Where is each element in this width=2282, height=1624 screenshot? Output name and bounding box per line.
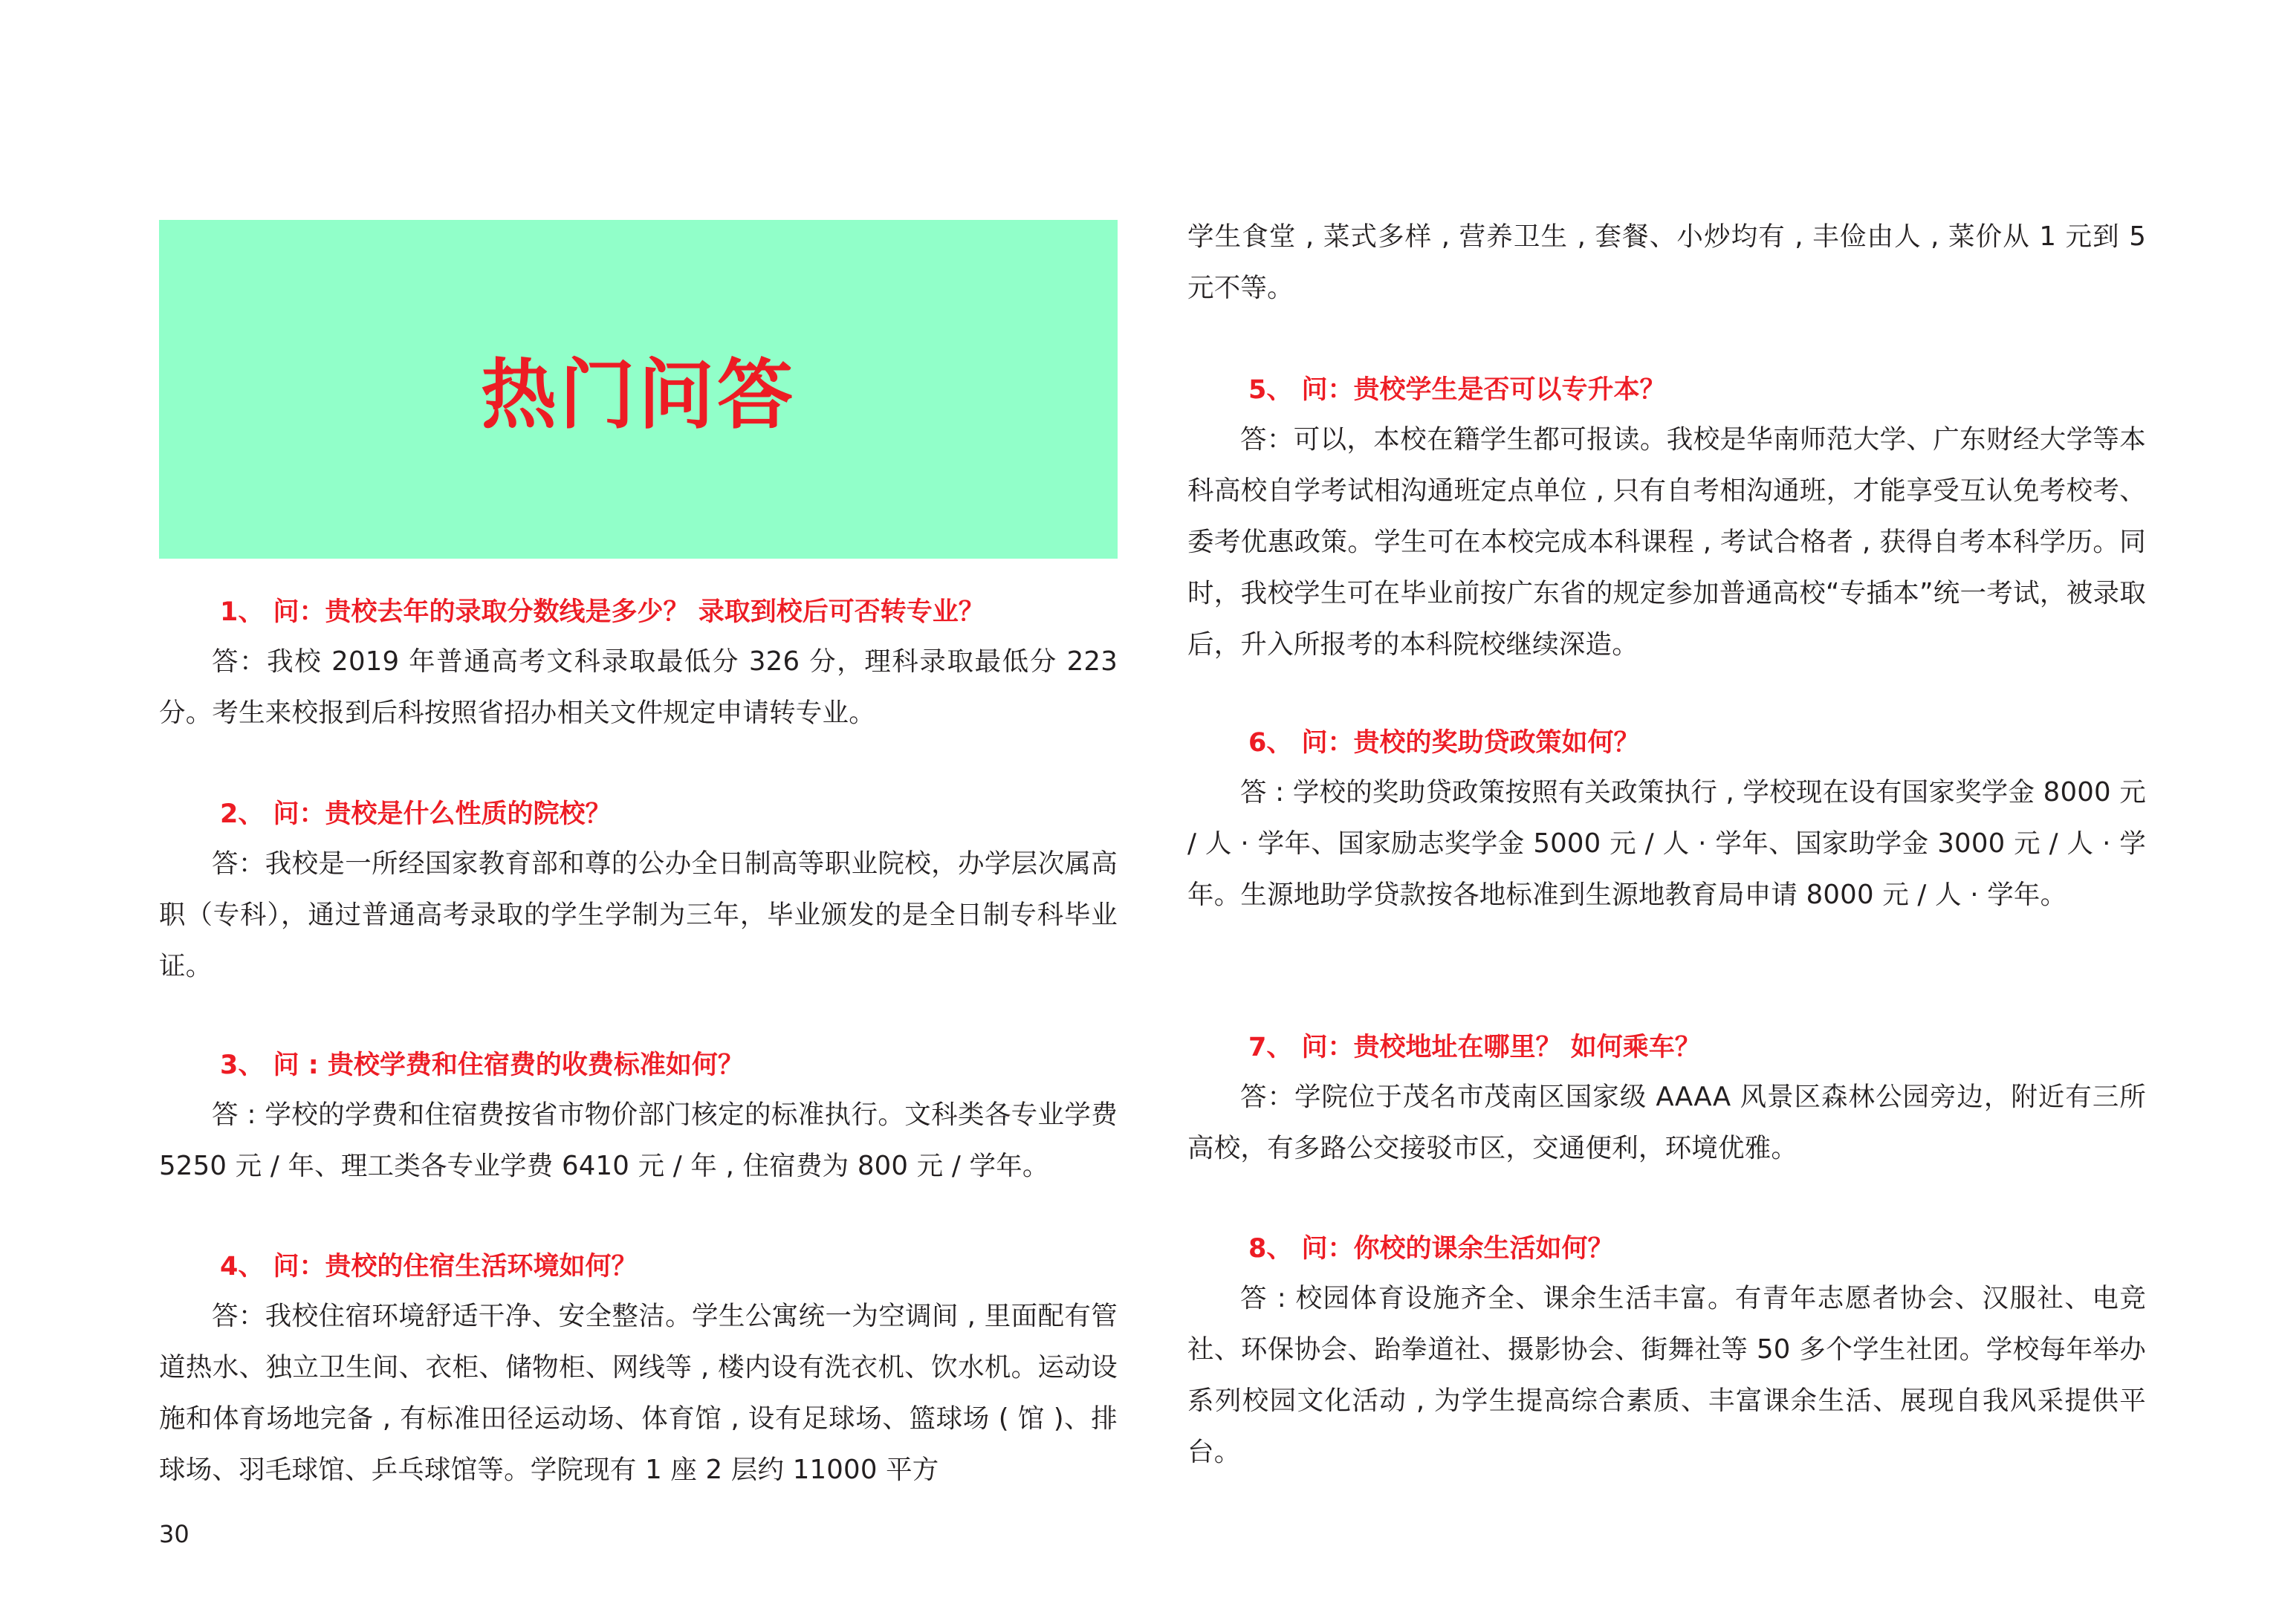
- answer-4-continued: 学生食堂 , 菜式多样 , 营养卫生 , 套餐、小炒均有 , 丰俭由人 , 菜价从 1 元到 5 元不等。: [1187, 221, 2146, 303]
- qa-item-5: [1187, 366, 2146, 670]
- answer-4: 答：我校住宿环境舒适干净、安全整洁。学生公寓统一为空调间 , 里面配有管道热水、独立卫生间、衣柜、储物柜、网线等 , 楼内设有洗衣机、饮水机。运动设施和体育场地完备 , 有标准田径运动场、体育馆 , 设有足球场、篮球场 ( 馆 )、排球场、羽毛球馆、乒乓球馆等。学院现有 1 座 2 层约 11000 平方: [159, 1301, 1118, 1485]
- answer-6: 答 : 学校的奖助贷政策按照有关政策执行 , 学校现在设有国家奖学金 8000 元 / 人 · 学年、国家励志奖学金 5000 元 / 人 · 学年、国家助学金 3000 元 / 人 · 学年。生源地助学贷款按各地标准到生源地教育局申请 8000 元 / 人 · 学年。: [1187, 777, 2146, 910]
- answer-8: 答 : 校园体育设施齐全、课余生活丰富。有青年志愿者协会、汉服社、电竞社、环保协会、跆拳道社、摄影协会、街舞社等 50 多个学生社团。学校每年举办系列校园文化活动 , 为学生提高综合素质、丰富课余生活、展现自我风采提供平台。: [1187, 1283, 2146, 1467]
- question-3: 3、 问 : 贵校学费和住宿费的收费标准如何？: [220, 1050, 744, 1080]
- page-number: 30: [159, 1520, 189, 1548]
- answer-5: 答：可以，本校在籍学生都可报读。我校是华南师范大学、广东财经大学等本科高校自学考试相沟通班定点单位 , 只有自考相沟通班，才能享受互认免考校考、委考优惠政策。学生可在本校完成本科课程 , 考试合格者 , 获得自考本科学历。同时，我校学生可在毕业前按广东省的规定参加普通高校“专插本”统一考试，被录取后，升入所报考的本科院校继续深造。: [1187, 424, 2146, 660]
- answer-3: 答 : 学校的学费和住宿费按省市物价部门核定的标准执行。文科类各专业学费 5250 元 / 年、理工类各专业学费 6410 元 / 年 , 住宿费为 800 元 / 学年。: [159, 1100, 1118, 1181]
- question-2: 2、 问：贵校是什么性质的院校？: [220, 799, 612, 829]
- qa-item-7: [1187, 1024, 2146, 1174]
- question-7: 7、 问：贵校地址在哪里？ 如何乘车？: [1248, 1033, 1701, 1062]
- qa-item-1: [159, 588, 1118, 738]
- qa-item-6: [1187, 719, 2146, 920]
- question-8: 8、 问：你校的课余生活如何？: [1248, 1234, 1614, 1264]
- question-6: 6、 问：贵校的奖助贷政策如何？: [1248, 728, 1640, 758]
- question-5: 5、 问：贵校学生是否可以专升本？: [1248, 375, 1666, 405]
- answer-1: 答：我校 2019 年普通高考文科录取最低分 326 分，理科录取最低分 223 分。考生来校报到后科按照省招办相关文件规定申请转专业。: [159, 646, 1118, 728]
- answer-7: 答：学院位于茂名市茂南区国家级 AAAA 风景区森林公园旁边，附近有三所高校，有多路公交接驳市区，交通便利，环境优雅。: [1187, 1082, 2146, 1163]
- question-4: 4、 问：贵校的住宿生活环境如何？: [220, 1252, 638, 1282]
- answer-2: 答：我校是一所经国家教育部和尊的公办全日制高等职业院校，办学层次属高职（专科），通过普通高考录取的学生学制为三年，毕业颁发的是全日制专科毕业证。: [159, 848, 1118, 981]
- qa-item-8: [1187, 1225, 2146, 1478]
- question-1: 1、 问：贵校去年的录取分数线是多少？ 录取到校后可否转专业？: [220, 597, 985, 627]
- qa-item-4-continued: [1187, 211, 2146, 314]
- title-banner: [159, 220, 1118, 559]
- qa-item-4: [159, 1243, 1118, 1495]
- qa-item-3: [159, 1042, 1118, 1192]
- qa-item-2: [159, 790, 1118, 992]
- page-title: 热门问答: [481, 351, 796, 440]
